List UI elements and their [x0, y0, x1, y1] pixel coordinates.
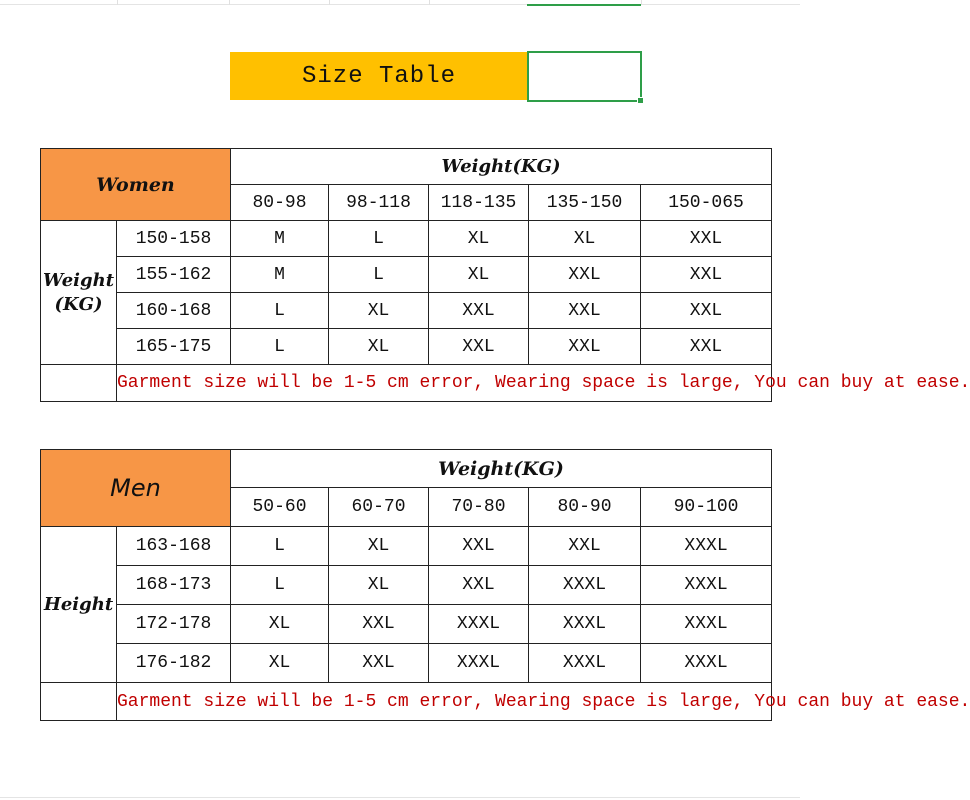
women-row-range[interactable]: 150-158 — [117, 221, 231, 257]
women-side-label-line2: (KG) — [54, 293, 103, 315]
women-size-cell[interactable]: XXL — [429, 293, 529, 329]
women-size-cell[interactable]: L — [231, 329, 329, 365]
sheet-top-gridline — [0, 0, 800, 5]
women-weight-title[interactable]: Weight(KG) — [231, 149, 772, 185]
men-size-cell[interactable]: XL — [329, 527, 429, 566]
men-weight-col[interactable]: 80-90 — [529, 488, 641, 527]
women-size-cell[interactable]: M — [231, 221, 329, 257]
blank-cell — [41, 365, 117, 402]
gridline-tick — [229, 0, 230, 5]
selected-cell[interactable] — [527, 51, 642, 102]
women-size-cell[interactable]: L — [231, 293, 329, 329]
women-weight-col[interactable]: 98-118 — [329, 185, 429, 221]
men-size-cell[interactable]: XXXL — [529, 605, 641, 644]
men-size-cell[interactable]: L — [231, 566, 329, 605]
men-row-range[interactable]: 176-182 — [117, 644, 231, 683]
women-size-cell[interactable]: XL — [429, 257, 529, 293]
men-size-cell[interactable]: XXXL — [529, 566, 641, 605]
women-size-cell[interactable]: XL — [329, 293, 429, 329]
women-size-cell[interactable]: XXL — [641, 257, 772, 293]
women-corner-label[interactable]: Women — [41, 149, 231, 221]
women-size-cell[interactable]: XL — [329, 329, 429, 365]
women-row-range[interactable]: 155-162 — [117, 257, 231, 293]
men-size-cell[interactable]: L — [231, 527, 329, 566]
women-weight-col[interactable]: 80-98 — [231, 185, 329, 221]
men-size-cell[interactable]: XXXL — [641, 605, 772, 644]
fill-handle[interactable] — [637, 97, 644, 104]
men-size-cell[interactable]: XXL — [529, 527, 641, 566]
women-size-cell[interactable]: XXL — [529, 293, 641, 329]
size-table-title[interactable]: Size Table — [230, 52, 528, 100]
men-weight-col[interactable]: 90-100 — [641, 488, 772, 527]
gridline-tick — [429, 0, 430, 5]
men-weight-col[interactable]: 70-80 — [429, 488, 529, 527]
selected-column-indicator — [527, 0, 641, 6]
men-size-note[interactable]: Garment size will be 1-5 cm error, Wearing space is large, You can buy at ease. — [117, 683, 772, 721]
men-size-cell[interactable]: XXL — [429, 527, 529, 566]
women-size-cell[interactable]: L — [329, 221, 429, 257]
men-size-cell[interactable]: XXXL — [529, 644, 641, 683]
men-size-table — [40, 449, 970, 721]
women-row-range[interactable]: 165-175 — [117, 329, 231, 365]
women-size-cell[interactable]: XXL — [641, 329, 772, 365]
men-weight-col[interactable]: 60-70 — [329, 488, 429, 527]
women-size-table — [40, 148, 970, 402]
women-size-cell[interactable]: XXL — [641, 293, 772, 329]
men-size-cell[interactable]: XL — [329, 566, 429, 605]
women-weight-col[interactable]: 118-135 — [429, 185, 529, 221]
men-size-cell[interactable]: XXXL — [641, 527, 772, 566]
women-size-note[interactable]: Garment size will be 1-5 cm error, Wearing space is large, You can buy at ease. — [117, 365, 772, 402]
women-size-cell[interactable]: XXL — [429, 329, 529, 365]
men-weight-col[interactable]: 50-60 — [231, 488, 329, 527]
men-weight-title[interactable]: Weight(KG) — [231, 450, 772, 488]
women-size-cell[interactable]: XXL — [529, 329, 641, 365]
women-size-cell[interactable]: XXL — [641, 221, 772, 257]
men-size-cell[interactable]: XXXL — [641, 644, 772, 683]
gridline-tick — [117, 0, 118, 5]
men-size-cell[interactable]: XXXL — [429, 605, 529, 644]
men-size-cell[interactable]: XXL — [329, 644, 429, 683]
blank-cell — [41, 683, 117, 721]
women-side-label[interactable] — [41, 221, 117, 365]
men-size-cell[interactable]: XL — [231, 605, 329, 644]
women-weight-col[interactable]: 135-150 — [529, 185, 641, 221]
men-size-cell[interactable]: XXXL — [429, 644, 529, 683]
women-row-range[interactable]: 160-168 — [117, 293, 231, 329]
women-size-cell[interactable]: M — [231, 257, 329, 293]
men-row-range[interactable]: 163-168 — [117, 527, 231, 566]
men-corner-label[interactable]: Men — [41, 450, 231, 527]
women-size-cell[interactable]: XL — [429, 221, 529, 257]
women-size-cell[interactable]: L — [329, 257, 429, 293]
women-side-label-line1: Weight — [42, 269, 115, 291]
gridline-tick — [329, 0, 330, 5]
men-size-cell[interactable]: XXL — [329, 605, 429, 644]
gridline-tick — [641, 0, 642, 5]
women-size-cell[interactable]: XXL — [529, 257, 641, 293]
women-size-cell[interactable]: XL — [529, 221, 641, 257]
sheet-bottom-gridline — [0, 797, 800, 798]
men-row-range[interactable]: 172-178 — [117, 605, 231, 644]
men-side-label[interactable]: Height — [41, 527, 117, 683]
men-size-cell[interactable]: XXL — [429, 566, 529, 605]
women-weight-col[interactable]: 150-065 — [641, 185, 772, 221]
men-row-range[interactable]: 168-173 — [117, 566, 231, 605]
men-size-cell[interactable]: XXXL — [641, 566, 772, 605]
men-size-cell[interactable]: XL — [231, 644, 329, 683]
